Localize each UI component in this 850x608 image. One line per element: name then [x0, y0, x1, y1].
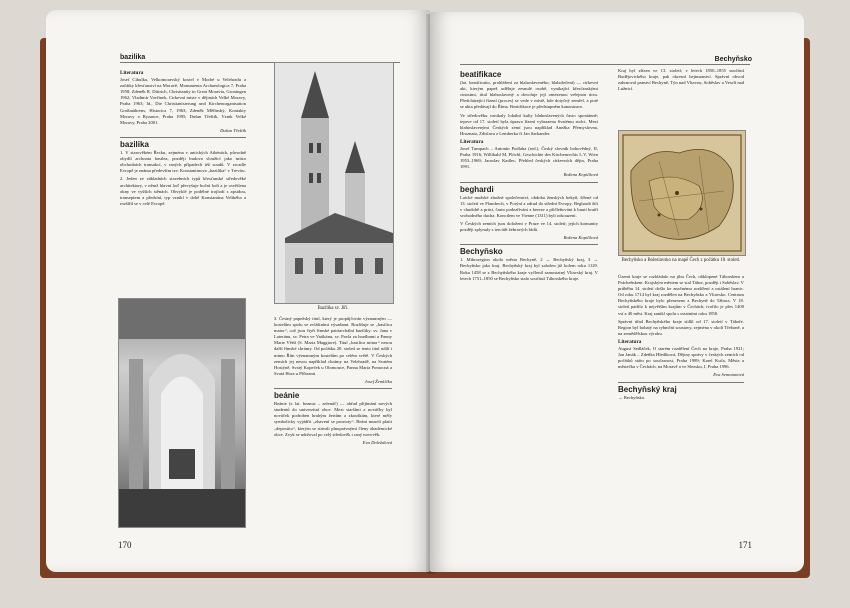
- entry-divider: [460, 244, 598, 245]
- literatura-heading: Literatura: [120, 70, 144, 76]
- author-signature: Josef Žemlička: [364, 378, 392, 384]
- interior-illustration: [119, 299, 245, 527]
- headword-bechynsky-kraj: Bechyňský kraj: [618, 384, 677, 394]
- literatura-heading: Literatura: [460, 138, 484, 145]
- page-number-right: 171: [738, 540, 752, 550]
- author-signature: Božena Kopičková: [563, 235, 598, 241]
- exterior-illustration: [275, 63, 393, 303]
- headword-bazilika: bazilika: [120, 139, 149, 149]
- map-bechynsko: [618, 130, 746, 256]
- author-signature: Eva Semotanová: [713, 372, 744, 378]
- paragraph: Kraj byl zřízen ve 13. století; v letech 1850–1855 součástí Budějovického kraje, pak okresní hejtmanství. Správní obvod zahrnoval panství Bechyně, Týn nad Vltavou, Soběslav a Veselí nad Lužnicí.: [618, 68, 744, 92]
- literatura-text: Josef Tumpach – Antonín Podlaha (red.), Český slovník bohovědný, II, Praha 1916; Willibald M. Plöchl, Geschichte des Kirchenrechts I–V, Wien 1953–1969; Jaroslav Kadlec, Přehled českých církevních dějin, Praha 1991.: [460, 146, 598, 170]
- right-col-1: [460, 68, 598, 284]
- right-page: [430, 12, 804, 572]
- literatura-text: August Sedláček, O starém rozdělení Čech na kraje, Praha 1921; Jan Janák – Zdeňka Hledíková, Dějiny správy v českých zemích od počátků státu po současnost, Praha 1989; Karel Kuča, Města a městečka v Čechách, na Moravě a ve Slezsku, I, Praha 1996.: [618, 346, 744, 370]
- paragraph: Správní úřad Bechyňského kraje sídlil od 17. století v Táboře. Region byl bohatý na rybniční soustavy, zejména v okolí Třeboně, a na zemědělskou výrobu.: [618, 318, 744, 336]
- paragraph: Laické mužské zbožné společenství, obdoba ženských bekyň, šířené od 13. století ve Flandrech, v Porýní a odtud do střední Evropy. Beghardi žili v chudobě a práci, často podezříváni z hereze a přičleňováni k hnutí bratří svobodného ducha. Koncilem ve Vienne (1311) byli odsouzeni.: [460, 194, 598, 218]
- paragraph: 3. Čestný papežský titul, který je propůjčován významným — kostelům spolu se zvláštními výsadami. Rozlišuje se „basilica maior“, což jsou čtyři římské patriarchální baziliky: sv. Jana v Lateránu, sv. Petra ve Vatikánu, sv. Pavla za hradbami a Panny Marie Větší (S. Maria Maggiore). Titul „basilica minor“ nesou další římské chrámy. Od počátku 20. století se tento titul udílí i mimo Řím významným kostelům po celém světě. V Českých zemích jej nesou například chrámy na Velehradě, na Svatém Hostýně, Svatý Kopeček u Olomouce, Panna Maria Pomocná a Svatá Hora u Příbrami.: [274, 316, 392, 376]
- author-signature: Božena Kopičková: [563, 172, 598, 178]
- left-col-2: [274, 316, 392, 449]
- author-signature: Dušan Třeštík: [220, 127, 246, 133]
- right-col-2-top: [618, 68, 744, 94]
- right-col-2: [618, 274, 744, 403]
- paragraph: Ve středověku vznikaly lokální kulty blahoslavených často spontánně; teprve od 17. století byla úprava řízení vyhrazena Svatému stolci. Mezi blahoslavenými Českých zemí jsou například Anežka Přemyslovna, Hroznata, Zdislava z Lemberka či Jan Sarkander.: [460, 112, 598, 136]
- paragraph: Území kraje se rozkládalo na jihu Čech, obklopené Táborskem a Prácheňskem. Krajským městem se stal Tábor, později i Soběslav. V průběhu 14. století došlo ke značnému rozšíření a ustálení hranic. Od roku 1714 byl kraj rozdělen na Bechyňsko a Vltavsko. Centrum Bechyňského kraje bylo přeneseno z Bechyně do Tábora. V 18. století patřilo k největším krajům v Čechách; tvořilo je přes 1400 vsí a 40 měst. Kraj zanikl spolu s ostatními roku 1850.: [618, 274, 744, 316]
- map-caption: Bechyňsko a Boleslavsko na mapě Čech z počátku 18. století.: [621, 258, 741, 263]
- headword-beatifikace: beatifikace: [460, 70, 502, 79]
- paragraph: 1. Mikroregion okolo města Bechyně, 2 → Bechyňský kraj, 3 → Bechyňsko jako kraj. Bechyňský kraj byl založen již kolem roku 1129. Roku 1458 se z Bechyňského kraje vyčlenil samostatný Vltavský kraj. V letech 1751–1850 se Bechyňsko stalo součástí Táborského kraje.: [460, 257, 598, 281]
- paragraph: (lat. beatificatio, prohlášení za blahoslaveného; blahořečení) — církevní akt, kterým papež uděluje zesnulé osobě, vynikající křesťanskými ctnostmi, titul blahoslavený a dovoluje její omezenou veřejnou úctu. Předcházející řízení (proces) se vede v místě, kde dotyčný zemřel, a poté se akta předávají do Říma. Beatifikace je předstupněm kanonizace.: [460, 80, 598, 110]
- header-rule: [460, 64, 750, 65]
- running-head-right: Bechyňsko: [714, 56, 752, 63]
- literatura-text: Josef Cibulka, Velkomoravský kostel v Modré u Velehradu a začátky křesťanství na Moravě, Monumenta Archaeologica 7, Praha 1958; Zdeněk R. Dittrich, Christianity in Great Moravia, Groningen 1962; Vladimír Vavřínek, Cirkevní misie v dějinách Velké Moravy, Praha 1963; Id., Die Christianisierung und Kirchenorganisation Großmährens, Historica 7, 1963; Zdeněk Měřínský, Kontakty Moravy a Byzance, Praha 1995; Dušan Třeštík, Vznik Velké Moravy, Praha 2001.: [120, 77, 246, 125]
- author-signature: Eva Doležalová: [362, 439, 392, 445]
- entry-divider: [618, 382, 744, 383]
- paragraph: Beánie (z lat. beanus – zelenáč) — obřad přijímání nových studentů do univerzitní obce. Mezi staršími a nováčky byl nováček podroben hrubým žertům a zkouškám, které měly symbolicky vyjádřit „zbavení se prostoty“. Beáni museli platit „depositio“, kterým se stávali plnoprávnými členy akademické obce. Zvyk se udržoval po celý středověk i raný novověk.: [274, 401, 392, 437]
- paragraph: 2. Jeden ze základních stavebních typů křesťanské středověké architektury, v němž hlavní loď převyšuje boční lodi a je osvětlena okny ve vyšších stěnách. Obvyklé je podélné trojlodí s apsidou, transeptem a předsíní, typ vznikl v době Konstantina Velikého a rozšířil se v celé Evropě.: [120, 176, 246, 206]
- entry-divider: [274, 388, 392, 389]
- headword-beghardi: beghardi: [460, 184, 494, 194]
- paragraph: V Českých zemích jsou doloženi v Praze ve 14. století; jejich komunity později splynuly s terciáři žebravých řádů.: [460, 220, 598, 233]
- entry-divider: [120, 137, 246, 138]
- photo-basilica-interior: [118, 298, 246, 528]
- running-head-left: bazilika: [120, 54, 146, 61]
- headword-beanie: beánie: [274, 391, 300, 401]
- left-col-1: [120, 68, 246, 209]
- map-illustration: [619, 131, 745, 255]
- literatura-heading: Literatura: [618, 338, 642, 345]
- headword-bechynsko: Bechyňsko: [460, 247, 503, 257]
- photo-basilica-exterior: [274, 62, 394, 304]
- entry-divider: [460, 182, 598, 183]
- figure-caption: Bazilika sv. Jiří.: [317, 306, 349, 311]
- paragraph: 1. V starověkém Řecku, zejména v antických Athénách, původně obydlí archonta basilea, později budova sloužící jako místo obchodních transakcí, v raných případech též soudů. V zrcadle Evropě je známa především tzv. Konstantinova „bazilika“ v Trevíru.: [120, 150, 246, 174]
- left-page: [46, 10, 430, 572]
- paragraph: → Bechyňsko.: [618, 394, 646, 400]
- page-number-left: 170: [118, 540, 132, 550]
